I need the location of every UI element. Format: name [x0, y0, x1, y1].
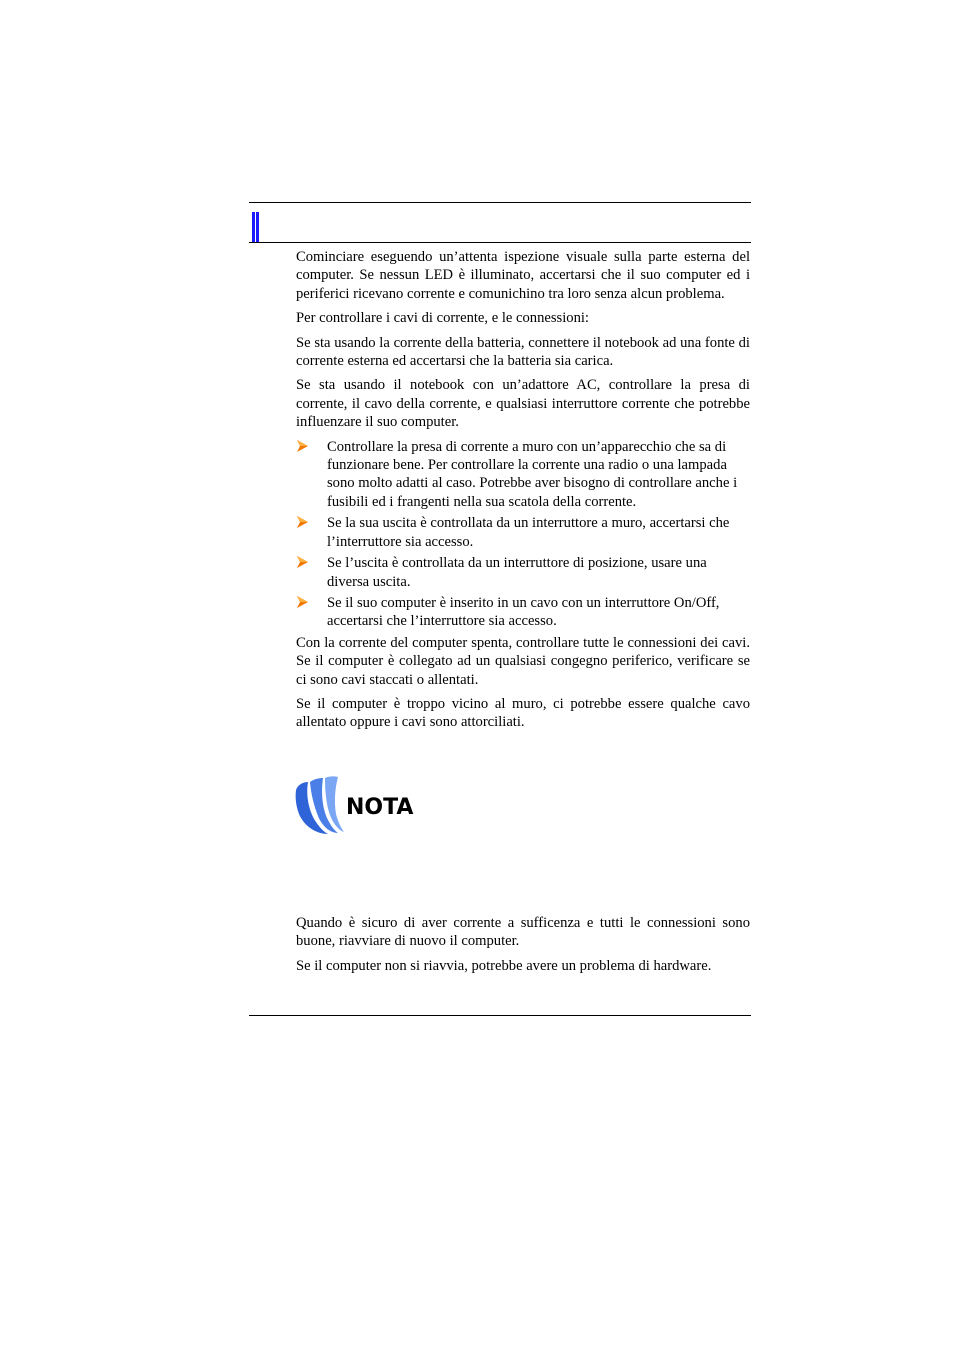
main-content — [296, 248, 750, 738]
list-item — [296, 438, 750, 512]
paragraph-ac-adapter: Se sta usando il notebook con un’adattore AC, controllare la presa di corrente, il cavo della corrente, e qualsiasi interruttore corrente che potrebbe influenzare il suo computer. — [296, 377, 750, 431]
paragraph-battery: Se sta usando la corrente della batteria, connettere il notebook ad una fonte di corrente esterna ed accertarsi che la batteria sia carica. — [296, 334, 750, 370]
arrow-bullet-icon — [296, 515, 309, 529]
list-item — [296, 554, 750, 591]
paragraph-check-cables: Per controllare i cavi di corrente, e le connessioni: — [296, 310, 589, 327]
list-item — [296, 594, 750, 631]
top-rule — [249, 202, 751, 203]
bottom-content — [296, 914, 750, 981]
list-item-text: Se la sua uscita è controllata da un interruttore a muro, accertarsi che l’interruttore sia accesso. — [327, 515, 730, 550]
heading-rule — [249, 242, 751, 243]
paragraph-power-off: Con la corrente del computer spenta, controllare tutte le connessioni dei cavi. Se il computer è collegato ad un qualsiasi congegno periferico, verificare se ci sono cavi staccati o allentati. — [296, 634, 750, 688]
note-callout — [294, 776, 424, 838]
arrow-bullet-icon — [296, 595, 309, 609]
arrow-bullet-icon — [296, 439, 309, 453]
paragraph-restart: Quando è sicuro di aver corrente a sufficenza e tutti le connessioni sono buone, riavviare di nuovo il computer. — [296, 915, 750, 950]
list-item-text: Se l’uscita è controllata da un interruttore di posizione, usare una diversa uscita. — [327, 555, 707, 590]
list-item — [296, 514, 750, 551]
note-icon — [294, 776, 346, 838]
list-item-text: Controllare la presa di corrente a muro con un’apparecchio che sa di funzionare bene. Per controllare la corrente una radio o una lampada sono molto adatti al caso. Potrebbe aver bisogno di controllare anche i fusibili ed i frangenti nella sua scatola della corrente. — [327, 438, 738, 510]
paragraph-intro: Cominciare eseguendo un’attenta ispezione visuale sulla parte esterna del computer. Se nessun LED è illuminato, accertarsi che il suo computer ed i periferici ricevano corrente e comunichino tra loro senza alcun problema. — [296, 249, 750, 302]
heading-marker — [252, 212, 259, 243]
list-item-text: Se il suo computer è inserito in un cavo con un interruttore On/Off, accertarsi che l’interruttore sia accesso. — [327, 594, 720, 630]
bottom-rule — [249, 1015, 751, 1016]
note-label: NOTA — [346, 795, 414, 820]
arrow-bullet-icon — [296, 555, 309, 569]
paragraph-hardware: Se il computer non si riavvia, potrebbe avere un problema di hardware. — [296, 957, 712, 974]
paragraph-wall: Se il computer è troppo vicino al muro, ci potrebbe essere qualche cavo allentato oppure i cavi sono attorciliati. — [296, 695, 750, 731]
bullet-list — [296, 438, 750, 631]
